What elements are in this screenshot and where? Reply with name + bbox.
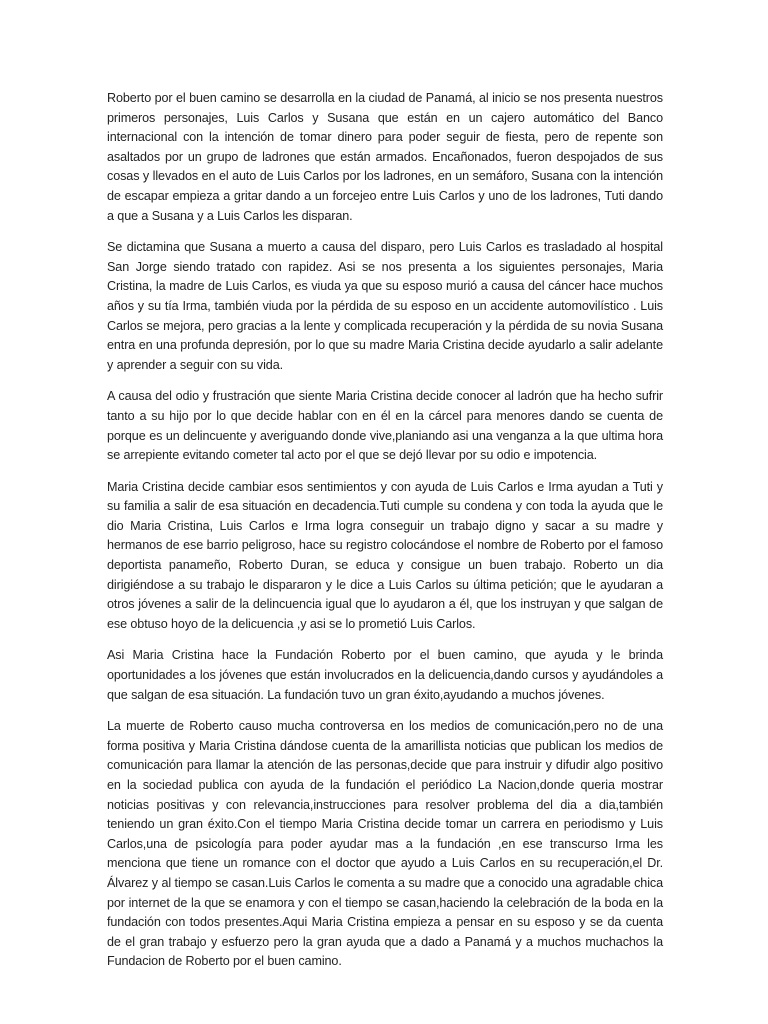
paragraph: Roberto por el buen camino se desarrolla en la ciudad de Panamá, al inicio se nos presenta nuestros primeros personajes, Luis Carlos y Susana que están en un cajero automático del Banco internacional con la intención de tomar dinero para poder seguir de fiesta, pero de repente son asaltados por un grupo de ladrones que están armados. Encañonados, fueron despojados de sus cosas y llevados en el auto de Luis Carlos por los ladrones, en un semáforo, Susana con la intención de escapar empieza a gritar dando a un forcejeo entre Luis Carlos y uno de los ladrones, Tuti dando a que a Susana y a Luis Carlos les disparan. [107, 91, 663, 223]
paragraph: Se dictamina que Susana a muerto a causa del disparo, pero Luis Carlos es trasladado al hospital San Jorge siendo tratado con rapidez. Asi se nos presenta a los siguientes personajes, Maria Cristina, la madre de Luis Carlos, es viuda ya que su esposo murió a causa del cáncer hace muchos años y su tía Irma, también viuda por la pérdida de su esposo en un accidente automovilístico . Luis Carlos se mejora, pero gracias a la lente y complicada recuperación y la pérdida de su novia Susana entra en una profunda depresión, por lo que su madre Maria Cristina decide ayudarlo a salir adelante y aprender a seguir con su vida. [107, 240, 663, 372]
paragraph: Maria Cristina decide cambiar esos sentimientos y con ayuda de Luis Carlos e Irma ayudan a Tuti y su familia a salir de esa situación en decadencia.Tuti cumple su condena y con toda la ayuda que le dio Maria Cristina, Luis Carlos e Irma logra conseguir un trabajo digno y sacar a su madre y hermanos de ese barrio peligroso, hace su registro colocándose el nombre de Roberto por el famoso deportista panameño, Roberto Duran, se educa y consigue un buen trabajo. Roberto un dia dirigiéndose a su trabajo le dispararon y le dice a Luis Carlos su última petición; que le ayudaran a otros jóvenes a salir de la delincuencia igual que lo ayudaron a él, que los instruyan y que salgan de ese obtuso hoyo de la delicuencia ,y asi se lo prometió Luis Carlos. [107, 479, 663, 631]
paragraph: Asi Maria Cristina hace la Fundación Roberto por el buen camino, que ayuda y le brinda oportunidades a los jóvenes que están involucrados en la delicuencia,dando cursos y ayudándoles a que salgan de esa situación. La fundación tuvo un gran éxito,ayudando a muchos jóvenes. [107, 648, 663, 702]
paragraph: A causa del odio y frustración que siente Maria Cristina decide conocer al ladrón que ha hecho sufrir tanto a su hijo por lo que decide hablar con en él en la cárcel para menores dando se cuenta de porque es un delincuente y averiguando donde vive,planiando asi una venganza a la que ultima hora se arrepiente evitando cometer tal acto por el que se dejó llevar por su odio e impotencia. [107, 389, 663, 463]
paragraph: La muerte de Roberto causo mucha controversa en los medios de comunicación,pero no de una forma positiva y Maria Cristina dándose cuenta de la amarillista noticias que publican los medios de comunicación para llamar la atención de las personas,decide que para instruir y difudir algo positivo en la sociedad publica con ayuda de la fundación el periódico La Nacion,donde queria mostrar noticias positivas y con relevancia,instrucciones para resolver problema del dia a dia,también teniendo un gran éxito.Con el tiempo Maria Cristina decide tomar un carrera en periodismo y Luis Carlos,una de psicología para poder ayudar mas a la fundación ,en ese transcurso Irma les menciona que tiene un romance con el doctor que ayudo a Luis Carlos en su recuperación,el Dr. Álvarez y al tiempo se casan.Luis Carlos le comenta a su madre que a conocido una agradable chica por internet de la que se enamora y con el tiempo se casan,haciendo la celebración de la boda en la fundación con todos presentes.Aqui Maria Cristina empieza a pensar en su esposo y se da cuenta de el gran trabajo y esfuerzo pero la gran ayuda que a dado a Panamá y a muchos muchachos la Fundacion de Roberto por el buen camino. [107, 719, 663, 969]
document-body [107, 89, 663, 984]
